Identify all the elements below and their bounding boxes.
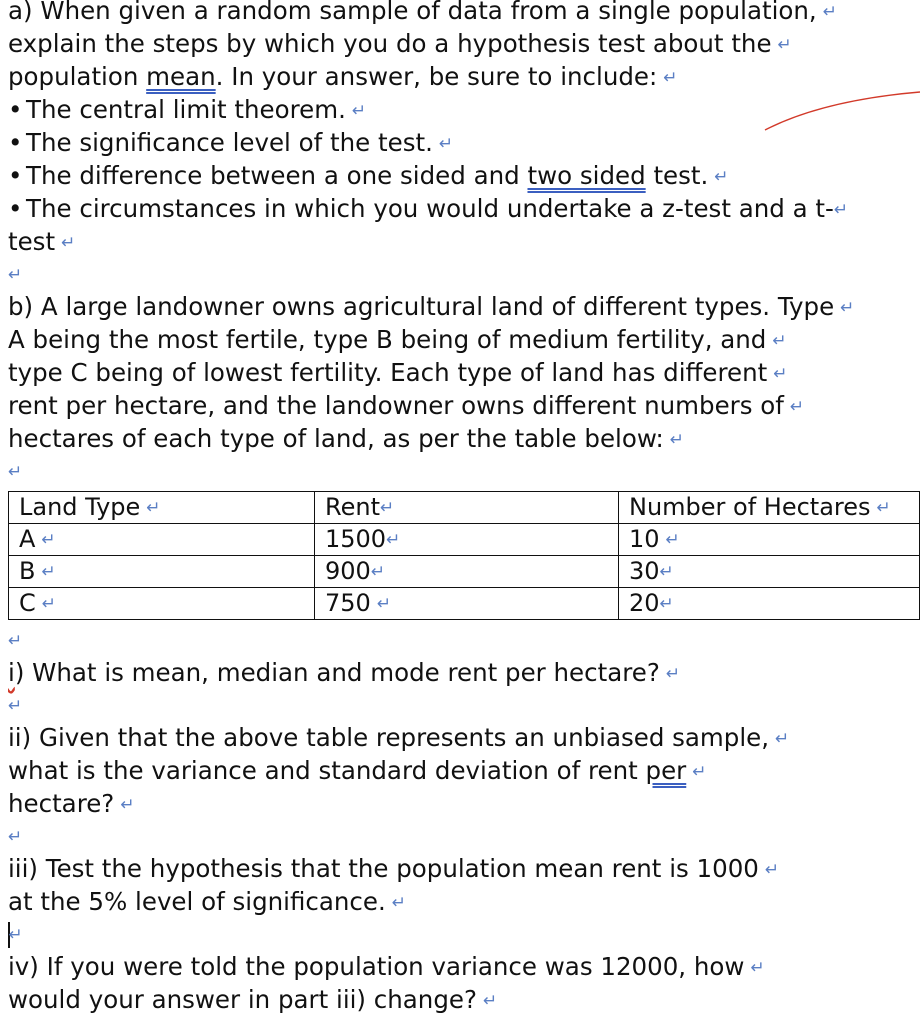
- paragraph-mark-icon: ↵: [750, 958, 765, 978]
- table-cell: A ↵: [9, 524, 315, 556]
- table-header-cell: Rent↵: [315, 492, 619, 524]
- paragraph-mark-icon: ↵: [351, 101, 367, 121]
- underlined-word: two sided: [527, 161, 646, 190]
- text-line: b) A large landowner owns agricultural land of different types. Type ↵: [8, 292, 855, 321]
- table-cell: 900↵: [315, 556, 619, 588]
- cell-mark-icon: ↵: [659, 562, 674, 582]
- bullet-item: • The difference between a one sided and two sided test. ↵: [8, 161, 729, 190]
- cell-mark-icon: ↵: [665, 530, 680, 550]
- empty-paragraph: [8, 918, 920, 950]
- paragraph-mark-icon: ↵: [669, 430, 685, 450]
- document-body: [8, 0, 920, 1016]
- spellcheck-word: i: [8, 658, 15, 687]
- cell-mark-icon: ↵: [370, 562, 386, 582]
- empty-paragraph: [8, 258, 920, 290]
- question-i: i) What is mean, median and mode rent per hectare? ↵: [8, 658, 681, 687]
- land-table: [8, 491, 920, 620]
- paragraph-mark-icon: ↵: [8, 925, 23, 945]
- text-line: hectares of each type of land, as per the table below: ↵: [8, 424, 685, 453]
- cell-mark-icon: ↵: [146, 498, 161, 518]
- paragraph-mark-icon: ↵: [8, 631, 23, 651]
- question-iv: would your answer in part iii) change? ↵: [8, 985, 498, 1014]
- bullet-item: • The significance level of the test. ↵: [8, 128, 454, 157]
- paragraph-mark-icon: ↵: [663, 68, 678, 88]
- table-row: [9, 524, 920, 556]
- table-header-cell: Number of Hectares ↵: [619, 492, 920, 524]
- question-iii: at the 5% level of significance. ↵: [8, 887, 406, 916]
- cell-mark-icon: ↵: [659, 594, 674, 614]
- empty-paragraph: [8, 455, 920, 487]
- paragraph-mark-icon: ↵: [773, 364, 788, 384]
- text-line: a) When given a random sample of data from a single population, ↵: [8, 0, 837, 25]
- cell-mark-icon: ↵: [41, 594, 57, 614]
- table-row: [9, 588, 920, 620]
- table-cell: 20↵: [619, 588, 920, 620]
- question-ii: ii) Given that the above table represents an unbiased sample, ↵: [8, 723, 790, 752]
- table-row: [9, 556, 920, 588]
- paragraph-mark-icon: ↵: [61, 233, 76, 253]
- paragraph-mark-icon: ↵: [840, 298, 855, 318]
- paragraph-mark-icon: ↵: [789, 397, 805, 417]
- bullet-item: • The circumstances in which you would undertake a z-test and a t-↵: [8, 194, 849, 223]
- paragraph-mark-icon: ↵: [438, 134, 454, 154]
- paragraph-mark-icon: ↵: [777, 35, 792, 55]
- bullet-item: • The central limit theorem. ↵: [8, 95, 367, 124]
- paragraph-mark-icon: ↵: [8, 827, 23, 847]
- paragraph-mark-icon: ↵: [822, 2, 837, 22]
- paragraph-mark-icon: ↵: [8, 462, 23, 482]
- question-iv: iv) If you were told the population variance was 12000, how ↵: [8, 952, 765, 981]
- underlined-word: mean: [146, 62, 216, 91]
- question-ii: hectare? ↵: [8, 789, 135, 818]
- table-cell: 750 ↵: [315, 588, 619, 620]
- cell-mark-icon: ↵: [376, 594, 392, 614]
- empty-paragraph: [8, 624, 920, 656]
- text-line: rent per hectare, and the landowner owns different numbers of ↵: [8, 391, 805, 420]
- text-line: explain the steps by which you do a hypothesis test about the ↵: [8, 29, 792, 58]
- empty-paragraph: [8, 820, 920, 852]
- table-header-cell: Land Type ↵: [9, 492, 315, 524]
- table-cell: C ↵: [9, 588, 315, 620]
- paragraph-mark-icon: ↵: [665, 664, 681, 684]
- table-header-row: [9, 492, 920, 524]
- cell-mark-icon: ↵: [876, 498, 891, 518]
- text-line: population mean. In your answer, be sure to include: ↵: [8, 62, 678, 91]
- table-cell: 30↵: [619, 556, 920, 588]
- paragraph-mark-icon: ↵: [775, 729, 790, 749]
- text-line: test ↵: [8, 227, 76, 256]
- paragraph-mark-icon: ↵: [8, 265, 23, 285]
- paragraph-mark-icon: ↵: [833, 200, 849, 220]
- table-cell: 1500↵: [315, 524, 619, 556]
- paragraph-mark-icon: ↵: [391, 893, 406, 913]
- underlined-word: per: [645, 756, 687, 785]
- question-iii: iii) Test the hypothesis that the population mean rent is 1000 ↵: [8, 854, 780, 883]
- question-ii: what is the variance and standard deviation of rent per ↵: [8, 756, 707, 785]
- bullet-icon: •: [8, 95, 23, 124]
- cell-mark-icon: ↵: [386, 530, 401, 550]
- paragraph-mark-icon: ↵: [482, 991, 498, 1011]
- paragraph-mark-icon: ↵: [772, 331, 787, 351]
- cell-mark-icon: ↵: [41, 562, 56, 582]
- bullet-icon: •: [8, 194, 23, 223]
- paragraph-mark-icon: ↵: [692, 762, 707, 782]
- paragraph-mark-icon: ↵: [714, 167, 729, 187]
- bullet-icon: •: [8, 161, 23, 190]
- text-line: type C being of lowest fertility. Each type of land has different ↵: [8, 358, 788, 387]
- paragraph-mark-icon: ↵: [120, 795, 135, 815]
- bullet-icon: •: [8, 128, 23, 157]
- cell-mark-icon: ↵: [41, 530, 56, 550]
- cell-mark-icon: ↵: [379, 498, 395, 518]
- table-cell: 10 ↵: [619, 524, 920, 556]
- empty-paragraph: [8, 689, 920, 721]
- paragraph-mark-icon: ↵: [8, 696, 23, 716]
- text-line: A being the most fertile, type B being of medium fertility, and ↵: [8, 325, 787, 354]
- paragraph-mark-icon: ↵: [764, 860, 780, 880]
- table-cell: B ↵: [9, 556, 315, 588]
